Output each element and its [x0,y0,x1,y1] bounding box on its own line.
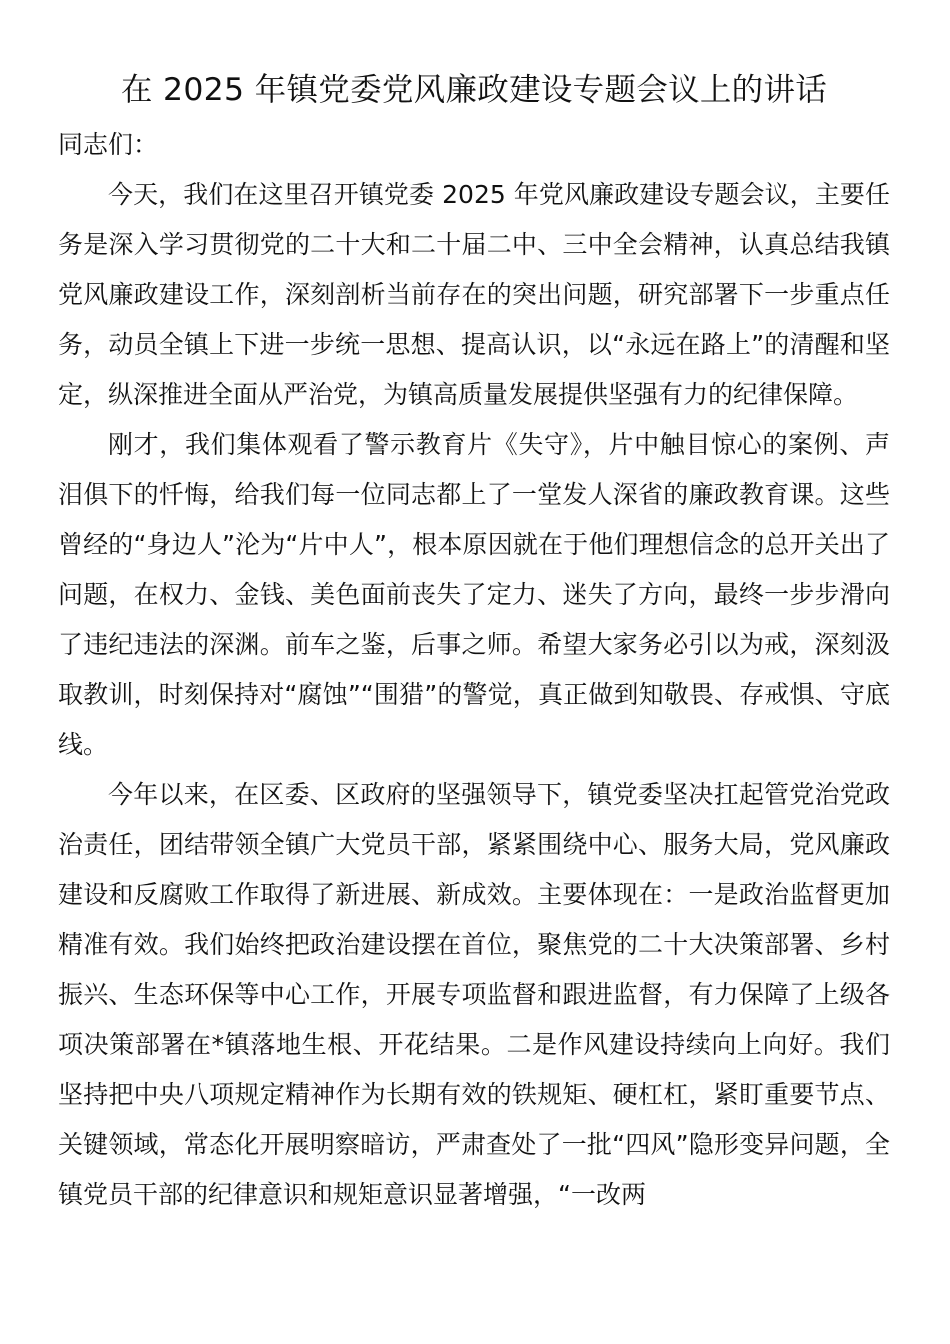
paragraph-opening: 今天，我们在这里召开镇党委 2025 年党风廉政建设专题会议，主要任务是深入学习贯彻党的二十大和二十届二中、三中全会精神，认真总结我镇党风廉政建设工作，深刻剖析当前存在的突出问题，研究部署下一步重点任务，动员全镇上下进一步统一思想、提高认识，以“永远在路上”的清醒和坚定，纵深推进全面从严治党，为镇高质量发展提供坚强有力的纪律保障。 [58,180,890,409]
paragraph-achievements: 今年以来，在区委、区政府的坚强领导下，镇党委坚决扛起管党治党政治责任，团结带领全镇广大党员干部，紧紧围绕中心、服务大局，党风廉政建设和反腐败工作取得了新进展、新成效。主要体现在：一是政治监督更加精准有效。我们始终把政治建设摆在首位，聚焦党的二十大决策部署、乡村振兴、生态环保等中心工作，开展专项监督和跟进监督，有力保障了上级各项决策部署在*镇落地生根、开花结果。二是作风建设持续向上向好。我们坚持把中央八项规定精神作为长期有效的铁规矩、硬杠杠，紧盯重要节点、关键领域，常态化开展明察暗访，严肃查处了一批“四风”隐形变异问题，全镇党员干部的纪律意识和规矩意识显著增强，“一改两 [58,780,890,1209]
document-title: 在 2025 年镇党委党风廉政建设专题会议上的讲话 [120,72,828,108]
paragraph-warning-education: 刚才，我们集体观看了警示教育片《失守》，片中触目惊心的案例、声泪俱下的忏悔，给我们每一位同志都上了一堂发人深省的廉政教育课。这些曾经的“身边人”沦为“片中人”，根本原因就在于他们理想信念的总开关出了问题，在权力、金钱、美色面前丧失了定力、迷失了方向，最终一步步滑向了违纪违法的深渊。前车之鉴，后事之师。希望大家务必引以为戒，深刻汲取教训，时刻保持对“腐蚀”“围猎”的警觉，真正做到知敬畏、存戒惧、守底线。 [58,430,890,759]
salutation: 同志们： [58,130,159,159]
